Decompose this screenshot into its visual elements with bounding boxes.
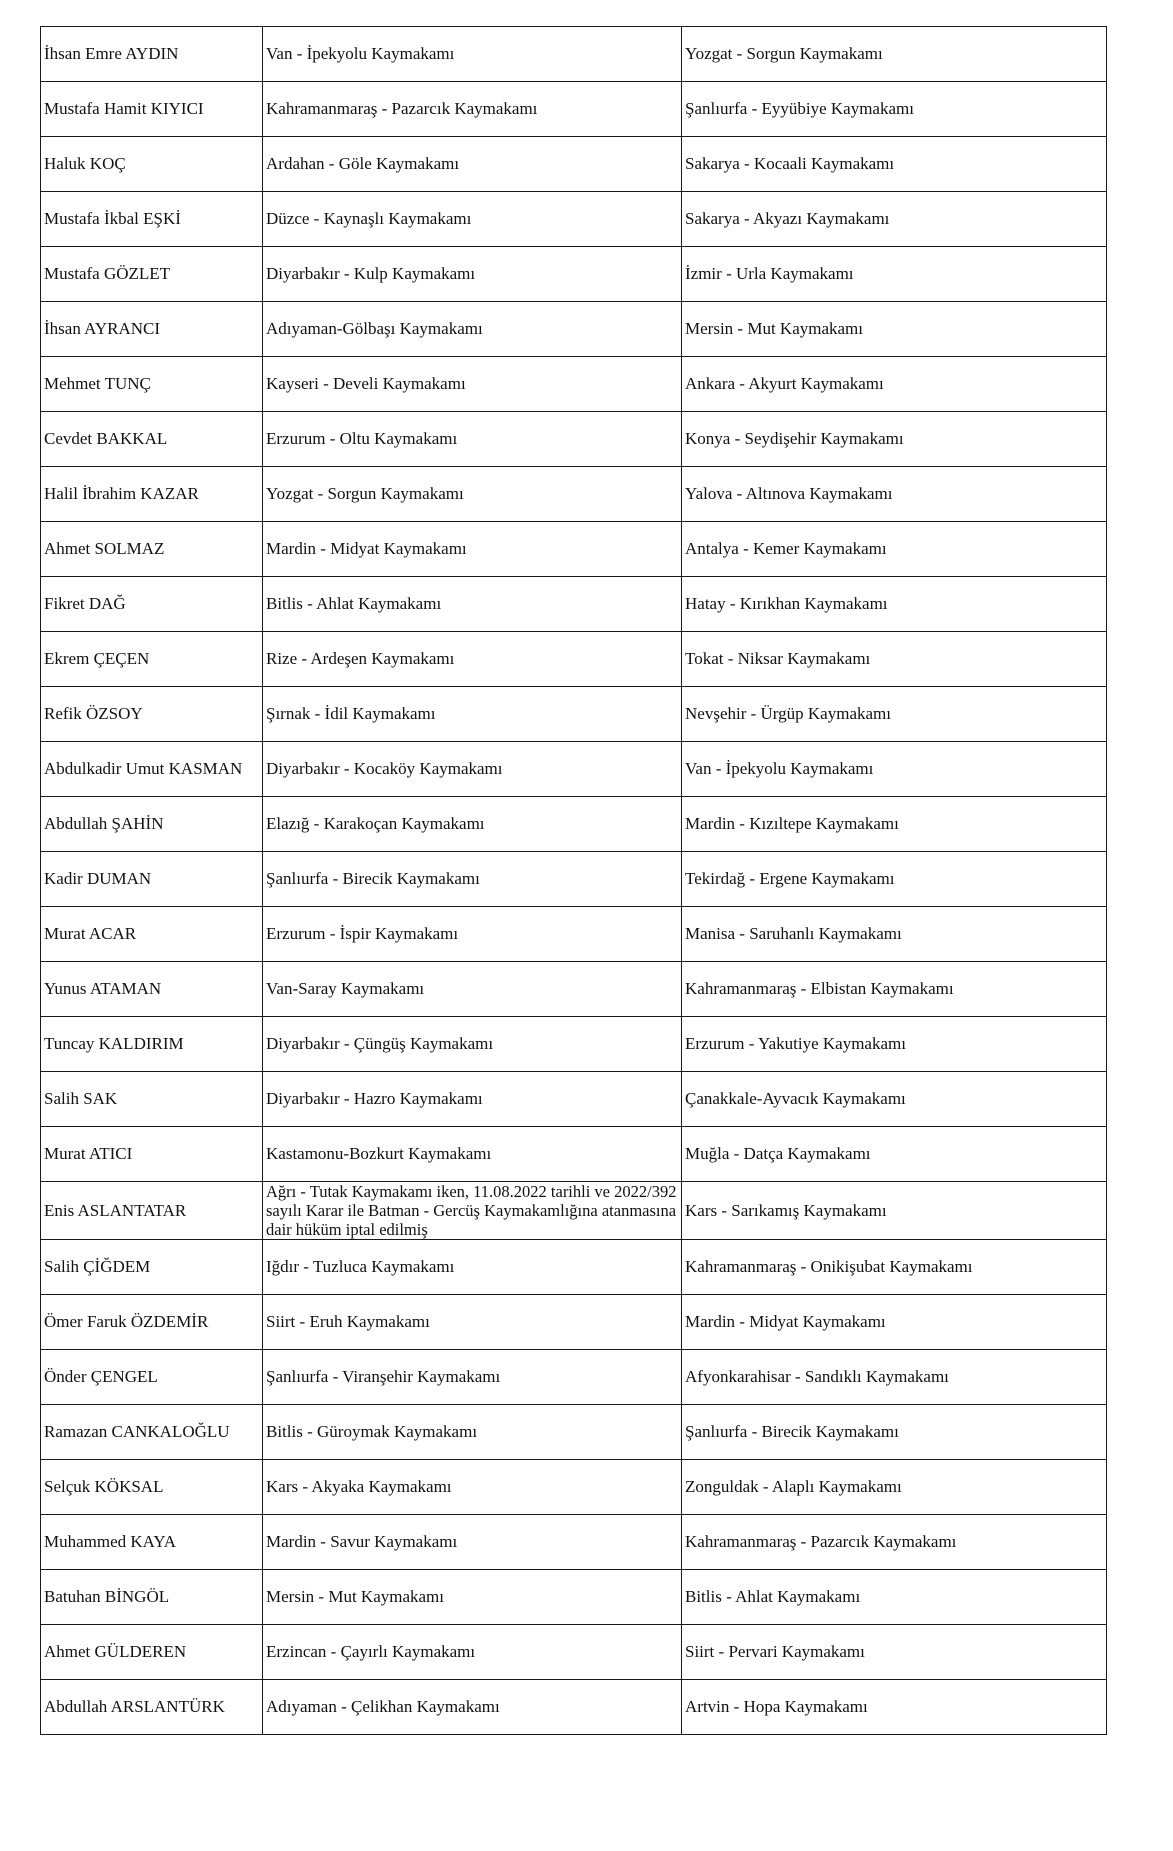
person-name: Ömer Faruk ÖZDEMİR <box>41 1295 263 1350</box>
new-post: Sakarya - Kocaali Kaymakamı <box>682 137 1107 192</box>
person-name: Muhammed KAYA <box>41 1515 263 1570</box>
current-post: Ardahan - Göle Kaymakamı <box>263 137 682 192</box>
new-post: Yalova - Altınova Kaymakamı <box>682 467 1107 522</box>
table-row <box>41 1625 1107 1680</box>
appointments-table <box>40 26 1107 1735</box>
person-name: Refik ÖZSOY <box>41 687 263 742</box>
current-post: Şanlıurfa - Viranşehir Kaymakamı <box>263 1350 682 1405</box>
new-post: Çanakkale-Ayvacık Kaymakamı <box>682 1072 1107 1127</box>
table-row <box>41 742 1107 797</box>
table-row <box>41 1072 1107 1127</box>
current-post: Mardin - Midyat Kaymakamı <box>263 522 682 577</box>
current-post: Siirt - Eruh Kaymakamı <box>263 1295 682 1350</box>
new-post: Nevşehir - Ürgüp Kaymakamı <box>682 687 1107 742</box>
current-post: Adıyaman - Çelikhan Kaymakamı <box>263 1680 682 1735</box>
person-name: Mustafa İkbal EŞKİ <box>41 192 263 247</box>
table-row <box>41 1182 1107 1240</box>
current-post: Van - İpekyolu Kaymakamı <box>263 27 682 82</box>
table-row <box>41 632 1107 687</box>
person-name: Ekrem ÇEÇEN <box>41 632 263 687</box>
person-name: Murat ACAR <box>41 907 263 962</box>
current-post: Bitlis - Ahlat Kaymakamı <box>263 577 682 632</box>
person-name: Abdulkadir Umut KASMAN <box>41 742 263 797</box>
new-post: İzmir - Urla Kaymakamı <box>682 247 1107 302</box>
person-name: Halil İbrahim KAZAR <box>41 467 263 522</box>
new-post: Şanlıurfa - Birecik Kaymakamı <box>682 1405 1107 1460</box>
current-post: Şırnak - İdil Kaymakamı <box>263 687 682 742</box>
current-post: Erzincan - Çayırlı Kaymakamı <box>263 1625 682 1680</box>
new-post: Sakarya - Akyazı Kaymakamı <box>682 192 1107 247</box>
table-row <box>41 1460 1107 1515</box>
table-row <box>41 412 1107 467</box>
table-row <box>41 82 1107 137</box>
table-row <box>41 1570 1107 1625</box>
person-name: Ahmet GÜLDEREN <box>41 1625 263 1680</box>
person-name: Cevdet BAKKAL <box>41 412 263 467</box>
current-post: Yozgat - Sorgun Kaymakamı <box>263 467 682 522</box>
table-row <box>41 852 1107 907</box>
person-name: Salih SAK <box>41 1072 263 1127</box>
table-row <box>41 577 1107 632</box>
current-post: Erzurum - İspir Kaymakamı <box>263 907 682 962</box>
current-post: Şanlıurfa - Birecik Kaymakamı <box>263 852 682 907</box>
person-name: Murat ATICI <box>41 1127 263 1182</box>
current-post: Rize - Ardeşen Kaymakamı <box>263 632 682 687</box>
table-row <box>41 357 1107 412</box>
table-row <box>41 687 1107 742</box>
new-post: Hatay - Kırıkhan Kaymakamı <box>682 577 1107 632</box>
table-row <box>41 1515 1107 1570</box>
table-row <box>41 962 1107 1017</box>
table-row <box>41 247 1107 302</box>
current-post: Iğdır - Tuzluca Kaymakamı <box>263 1240 682 1295</box>
current-post: Kars - Akyaka Kaymakamı <box>263 1460 682 1515</box>
current-post: Kastamonu-Bozkurt Kaymakamı <box>263 1127 682 1182</box>
new-post: Yozgat - Sorgun Kaymakamı <box>682 27 1107 82</box>
new-post: Manisa - Saruhanlı Kaymakamı <box>682 907 1107 962</box>
current-post: Van-Saray Kaymakamı <box>263 962 682 1017</box>
new-post: Kars - Sarıkamış Kaymakamı <box>682 1182 1107 1240</box>
new-post: Kahramanmaraş - Elbistan Kaymakamı <box>682 962 1107 1017</box>
person-name: Abdullah ŞAHİN <box>41 797 263 852</box>
person-name: Haluk KOÇ <box>41 137 263 192</box>
new-post: Muğla - Datça Kaymakamı <box>682 1127 1107 1182</box>
current-post: Diyarbakır - Kocaköy Kaymakamı <box>263 742 682 797</box>
appointments-table-body <box>41 27 1107 1735</box>
current-post: Bitlis - Güroymak Kaymakamı <box>263 1405 682 1460</box>
current-post: Düzce - Kaynaşlı Kaymakamı <box>263 192 682 247</box>
person-name: Mehmet TUNÇ <box>41 357 263 412</box>
person-name: Fikret DAĞ <box>41 577 263 632</box>
person-name: Ramazan CANKALOĞLU <box>41 1405 263 1460</box>
new-post: Artvin - Hopa Kaymakamı <box>682 1680 1107 1735</box>
current-post: Diyarbakır - Çüngüş Kaymakamı <box>263 1017 682 1072</box>
current-post: Mersin - Mut Kaymakamı <box>263 1570 682 1625</box>
new-post: Antalya - Kemer Kaymakamı <box>682 522 1107 577</box>
person-name: Tuncay KALDIRIM <box>41 1017 263 1072</box>
current-post: Kayseri - Develi Kaymakamı <box>263 357 682 412</box>
person-name: Kadir DUMAN <box>41 852 263 907</box>
table-row <box>41 1127 1107 1182</box>
table-row <box>41 467 1107 522</box>
table-row <box>41 1295 1107 1350</box>
new-post: Mardin - Kızıltepe Kaymakamı <box>682 797 1107 852</box>
new-post: Siirt - Pervari Kaymakamı <box>682 1625 1107 1680</box>
new-post: Mersin - Mut Kaymakamı <box>682 302 1107 357</box>
current-post: Elazığ - Karakoçan Kaymakamı <box>263 797 682 852</box>
person-name: Önder ÇENGEL <box>41 1350 263 1405</box>
current-post: Mardin - Savur Kaymakamı <box>263 1515 682 1570</box>
person-name: Salih ÇİĞDEM <box>41 1240 263 1295</box>
new-post: Konya - Seydişehir Kaymakamı <box>682 412 1107 467</box>
current-post: Diyarbakır - Kulp Kaymakamı <box>263 247 682 302</box>
person-name: İhsan AYRANCI <box>41 302 263 357</box>
person-name: Ahmet SOLMAZ <box>41 522 263 577</box>
current-post: Diyarbakır - Hazro Kaymakamı <box>263 1072 682 1127</box>
new-post: Afyonkarahisar - Sandıklı Kaymakamı <box>682 1350 1107 1405</box>
person-name: Selçuk KÖKSAL <box>41 1460 263 1515</box>
table-row <box>41 1405 1107 1460</box>
person-name: Mustafa Hamit KIYICI <box>41 82 263 137</box>
table-row <box>41 1680 1107 1735</box>
new-post: Zonguldak - Alaplı Kaymakamı <box>682 1460 1107 1515</box>
new-post: Şanlıurfa - Eyyübiye Kaymakamı <box>682 82 1107 137</box>
new-post: Van - İpekyolu Kaymakamı <box>682 742 1107 797</box>
table-row <box>41 907 1107 962</box>
current-post: Ağrı - Tutak Kaymakamı iken, 11.08.2022 tarihli ve 2022/392 sayılı Karar ile Batman - Gercüş Kaymakamlığına atanmasına dair hüküm iptal edilmiş <box>263 1182 682 1240</box>
table-row <box>41 1017 1107 1072</box>
table-row <box>41 137 1107 192</box>
new-post: Kahramanmaraş - Onikişubat Kaymakamı <box>682 1240 1107 1295</box>
new-post: Tekirdağ - Ergene Kaymakamı <box>682 852 1107 907</box>
table-row <box>41 797 1107 852</box>
new-post: Bitlis - Ahlat Kaymakamı <box>682 1570 1107 1625</box>
new-post: Tokat - Niksar Kaymakamı <box>682 632 1107 687</box>
table-row <box>41 1350 1107 1405</box>
person-name: Yunus ATAMAN <box>41 962 263 1017</box>
current-post: Erzurum - Oltu Kaymakamı <box>263 412 682 467</box>
person-name: Batuhan BİNGÖL <box>41 1570 263 1625</box>
table-row <box>41 522 1107 577</box>
person-name: Abdullah ARSLANTÜRK <box>41 1680 263 1735</box>
table-row <box>41 192 1107 247</box>
person-name: Mustafa GÖZLET <box>41 247 263 302</box>
new-post: Erzurum - Yakutiye Kaymakamı <box>682 1017 1107 1072</box>
person-name: İhsan Emre AYDIN <box>41 27 263 82</box>
new-post: Ankara - Akyurt Kaymakamı <box>682 357 1107 412</box>
new-post: Mardin - Midyat Kaymakamı <box>682 1295 1107 1350</box>
current-post: Kahramanmaraş - Pazarcık Kaymakamı <box>263 82 682 137</box>
new-post: Kahramanmaraş - Pazarcık Kaymakamı <box>682 1515 1107 1570</box>
table-row <box>41 27 1107 82</box>
table-row <box>41 302 1107 357</box>
current-post: Adıyaman-Gölbaşı Kaymakamı <box>263 302 682 357</box>
person-name: Enis ASLANTATAR <box>41 1182 263 1240</box>
table-row <box>41 1240 1107 1295</box>
